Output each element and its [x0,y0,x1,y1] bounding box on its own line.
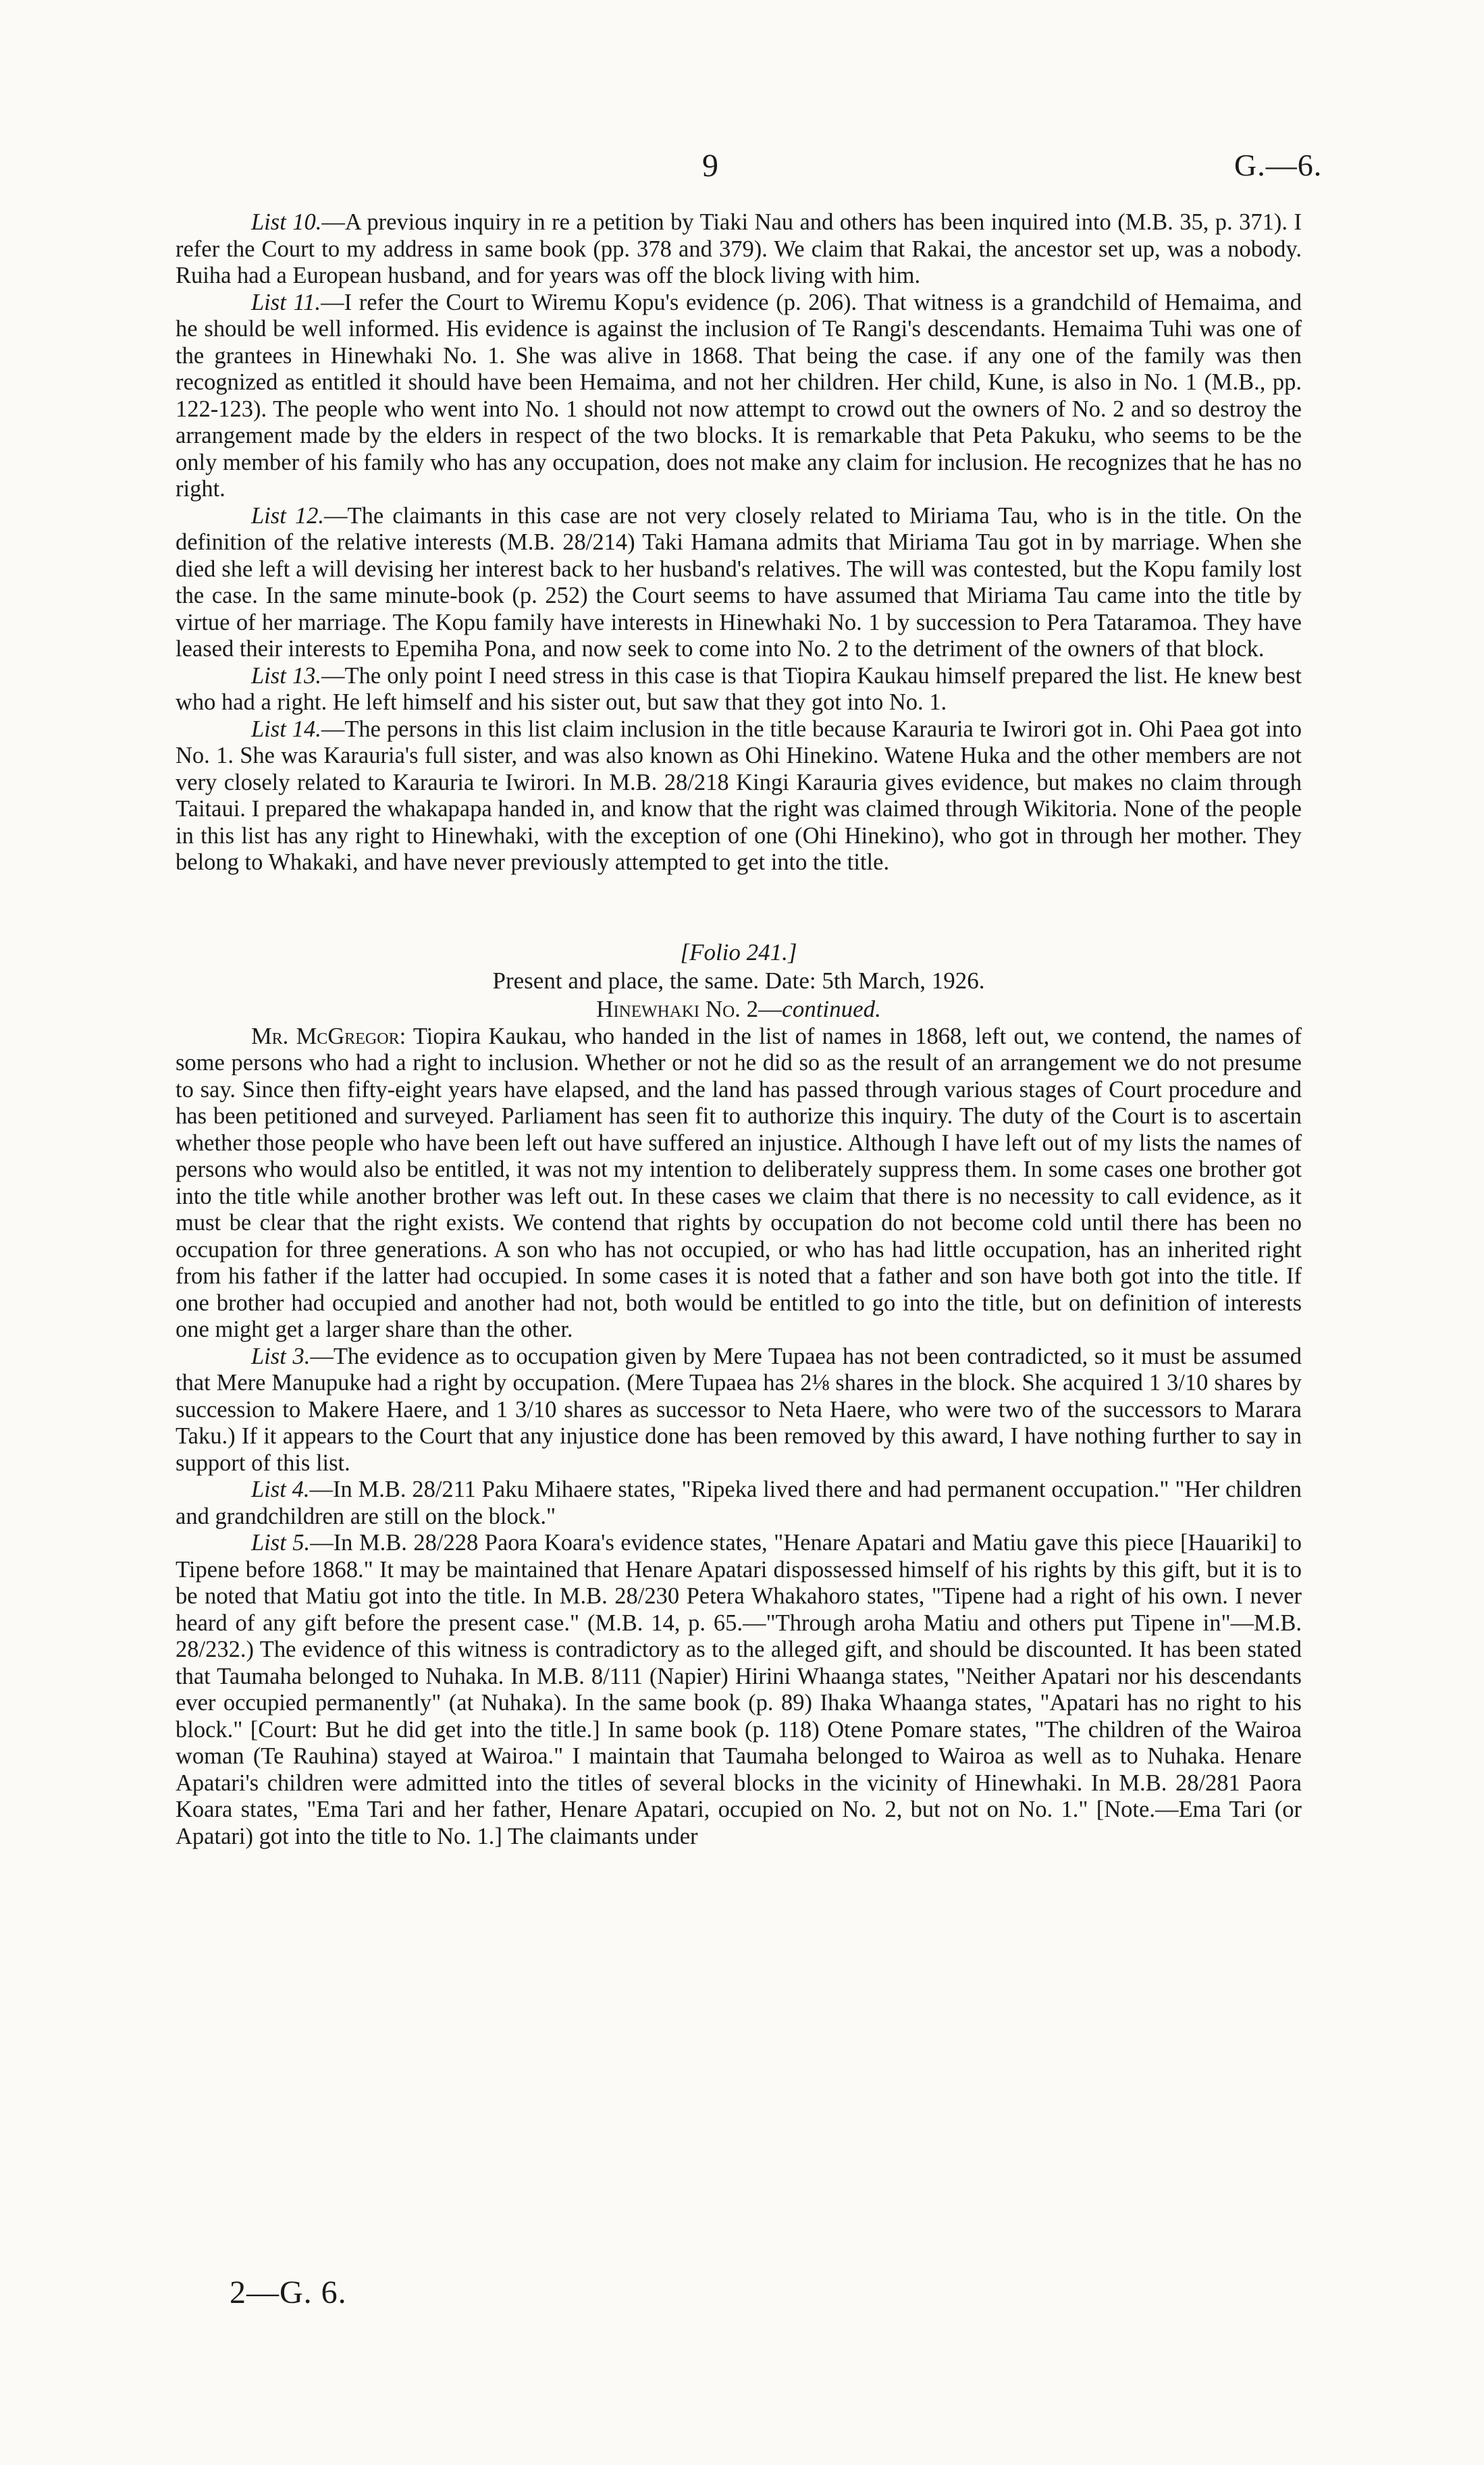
speaker-name: Mr. McGregor [251,1023,400,1049]
folio-reference: [Folio 241.] [680,938,797,965]
paper-code: G.—6. [1234,148,1323,182]
list-text: —The evidence as to occupation given by Mere Tupaea has not been contradicted, so it must be assumed that Mere Manupuke had a right by occupation. (Mere Tupaea has 2⅛ shares in the block. She acquired 1 3/10 shares by succession to Makere Haere, and 1 3/10 shares as successor to Neta Haere, who were two of the successors to Marara Taku.) If it appears to the Court that any injustice done has been removed by this award, I have nothing further to say in support of this list. [176,1343,1302,1476]
list-label: List 5. [251,1530,311,1556]
speech-paragraph [176,1024,1302,1344]
list-paragraph [176,290,1302,503]
list-text: —In M.B. 28/211 Paku Mihaere states, "Ripeka lived there and had permanent occupation." "Her children and grandchildren are still on the block." [176,1477,1302,1529]
list-label: List 14. [251,716,321,742]
list-label: List 4. [251,1477,310,1502]
list-text: —The claimants in this case are not very closely related to Miriama Tau, who is in the title. On the definition of the relative interests (M.B. 28/214) Taki Hamana admits that Miriama Tau got in by marriage. When she died she left a will devising her interest back to her husband's relatives. The will was contested, but the Kopu family lost the case. In the same minute-book (p. 252) the Court seems to have assumed that Miriama Tau came into the title by virtue of her marriage. The Kopu family have interests in Hinewhaki No. 1 by succession to Pera Tataramoa. They have leased their interests to Epemiha Pona, and now seek to come into No. 2 to the detriment of the owners of that block. [176,502,1302,662]
sheet-signature: 2—G. 6. [230,2275,347,2310]
list-label: List 12. [251,502,325,529]
list-label: List 11. [251,289,321,315]
list-paragraph [176,1344,1302,1477]
present-place-date: Present and place, the same. Date: 5th March, 1926. [492,967,985,994]
list-paragraph [176,716,1302,876]
list-paragraph [176,1530,1302,1850]
list-text: —The only point I need stress in this case is that Tiopira Kaukau himself prepared the list. He knew best who had a right. He left himself and his sister out, but saw that they got into No. 1. [176,662,1302,715]
list-text: —The persons in this list claim inclusion in the title because Karauria te Iwirori got in. Ohi Paea got into No. 1. She was Karauria's full sister, and was also known as Ohi Hinekino. Watene Huka and the other members are not very closely related to Karauria te Iwirori. In M.B. 28/218 Kingi Karauria gives evidence, but makes no claim through Taitaui. I prepared the whakapapa handed in, and know that the right was claimed through Wikitoria. None of the people in this list has any right to Hinewhaki, with the exception of one (Ohi Hinekino), who got in through her mother. They belong to Whakaki, and have never previously attempted to get into the title. [176,716,1302,875]
block-title-continued: continued. [782,995,881,1022]
page-number: 9 [702,148,718,184]
block-title-name: Hinewhaki No. 2— [596,995,783,1022]
list-text: —I refer the Court to Wiremu Kopu's evidence (p. 206). That witness is a grandchild of Hemaima, and he should be well informed. His evidence is against the inclusion of Te Rangi's descendants. Hemaima Tuhi was one of the grantees in Hinewhaki No. 1. She was alive in 1868. That being the case. if any one of the family was then recognized as entitled it should have been Hemaima, and not her children. Her child, Kune, is also in No. 1 (M.B., pp. 122-123). The people who went into No. 1 should not now attempt to crowd out the owners of No. 2 and so destroy the arrangement made by the elders in respect of the two blocks. It is remarkable that Peta Pakuku, who seems to be the only member of his family who has any occupation, does not make any claim for inclusion. He recognizes that he has no right. [176,289,1302,502]
list-label: List 13. [251,662,322,689]
list-label: List 3. [251,1343,311,1369]
speech-text: : Tiopira Kaukau, who handed in the list of names in 1868, left out, we contend, the names of some persons who had a right to inclusion. Whether or not he did so as the result of an arrangement we do not presume to say. Since then fifty-eight years have elapsed, and the land has passed through various stages of Court procedure and has been petitioned and surveyed. Parliament has seen fit to authorize this inquiry. The duty of the Court is to ascertain whether those people who have been left out have suffered an injustice. Although I have left out of my lists the names of persons who would also be entitled, it was not my intention to deliberately suppress them. In some cases one brother got into the title while another brother was left out. In these cases we claim that there is no necessity to call evidence, as it must be clear that the right exists. We contend that rights by occupation do not become cold until there has been no occupation for three generations. A son who has not occupied, or who has had little occupation, has an inherited right from his father if the latter had occupied. In some cases it is noted that a father and son have both got into the title. If one brother had occupied and another had not, both would be entitled to go into the title, but on definition of interests one might get a larger share than the other. [176,1023,1302,1342]
list-label: List 10. [251,209,322,235]
list-text: —In M.B. 28/228 Paora Koara's evidence states, "Henare Apatari and Matiu gave this piece [Hauariki] to Tipene before 1868." It may be maintained that Henare Apatari dispossessed himself of his rights by this gift, but it is to be noted that Matiu got into the title. In M.B. 28/230 Petera Whakahoro states, "Tipene had a right of his own. I never heard of any gift before the present case." (M.B. 14, p. 65.—"Through aroha Matiu and others put Tipene in"—M.B. 28/232.) The evidence of this witness is contradictory as to the alleged gift, and should be discounted. It has been stated that Taumaha belonged to Nuhaka. In M.B. 8/111 (Napier) Hirini Whaanga states, "Neither Apatari nor his descendants ever occupied permanently" (at Nuhaka). In the same book (p. 89) Ihaka Whaanga states, "Apatari has no right to his block." [Court: But he did get into the title.] In same book (p. 118) Otene Pomare states, "The children of the Wairoa woman (Te Rauhina) stayed at Wairoa." I maintain that Taumaha belonged to Wairoa as well as to Nuhaka. Henare Apatari's children were admitted into the titles of several blocks in the vicinity of Hinewhaki. In M.B. 28/281 Paora Koara states, "Ema Tari and her father, Henare Apatari, occupied on No. 2, but not on No. 1." [Note.—Ema Tari (or Apatari) got into the title to No. 1.] The claimants under [176,1530,1302,1849]
list-paragraph [176,209,1302,290]
block-title [176,995,1302,1024]
list-text: —A previous inquiry in re a petition by Tiaki Nau and others has been inquired into (M.B. 35, p. 371). I refer the Court to my address in same book (pp. 378 and 379). We claim that Rakai, the ancestor set up, was a nobody. Ruiha had a European husband, and for years was off the block living with him. [176,209,1302,288]
list-paragraph [176,1477,1302,1530]
list-paragraph [176,503,1302,663]
document-body [176,209,1302,1850]
list-paragraph [176,663,1302,716]
